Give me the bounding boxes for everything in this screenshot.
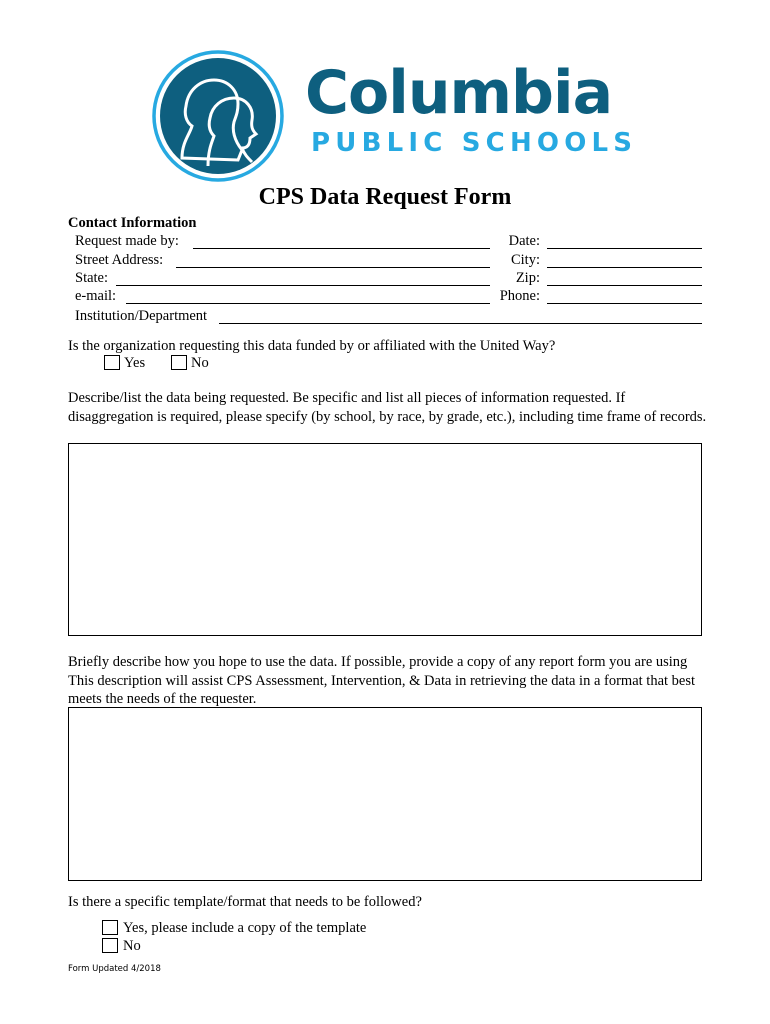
template-no-checkbox[interactable]	[102, 938, 118, 953]
united-way-question: Is the organization requesting this data funded by or affiliated with the United Way?	[68, 338, 556, 354]
state-field[interactable]	[116, 285, 490, 286]
request-made-by-field[interactable]	[193, 248, 490, 249]
form-updated-footer: Form Updated 4/2018	[68, 964, 161, 974]
template-no-label: No	[123, 938, 141, 954]
date-label: Date:	[508, 233, 540, 249]
brand-wordmark	[305, 60, 637, 158]
institution-field[interactable]	[219, 323, 702, 324]
street-address-field[interactable]	[176, 267, 490, 268]
usage-textarea[interactable]	[68, 707, 702, 881]
zip-label: Zip:	[515, 270, 540, 286]
describe-data-textarea[interactable]	[68, 443, 702, 636]
describe-data-instructions: Describe/list the data being requested. Be specific and list all pieces of information requested. If disaggregation is required, please specify (by school, by race, by grade, etc.), including time frame of records.	[68, 390, 707, 425]
united-way-yes-checkbox[interactable]	[104, 355, 120, 370]
date-field[interactable]	[547, 248, 702, 249]
phone-label: Phone:	[499, 288, 540, 304]
form-title: CPS Data Request Form	[258, 184, 512, 210]
phone-field[interactable]	[547, 303, 702, 304]
email-field[interactable]	[126, 303, 490, 304]
zip-field[interactable]	[547, 285, 702, 286]
request-made-by-label: Request made by:	[75, 233, 179, 249]
institution-label: Institution/Department	[75, 308, 208, 324]
template-yes-label: Yes, please include a copy of the template	[123, 920, 367, 936]
city-field[interactable]	[547, 267, 702, 268]
contact-heading: Contact Information	[68, 215, 197, 231]
brand-name: Columbia	[305, 58, 613, 128]
united-way-yes-label: Yes	[124, 355, 146, 371]
email-label: e-mail:	[75, 288, 117, 304]
united-way-no-checkbox[interactable]	[171, 355, 187, 370]
usage-instructions: Briefly describe how you hope to use the data. If possible, provide a copy of any report form you are using This description will assist CPS Assessment, Intervention, & Data in retrieving the data in a format that best meets the needs of the requester.	[68, 654, 696, 707]
template-question: Is there a specific template/format that needs to be followed?	[68, 894, 422, 910]
template-yes-checkbox[interactable]	[102, 920, 118, 935]
street-address-label: Street Address:	[75, 252, 164, 268]
united-way-no-label: No	[191, 355, 209, 371]
city-label: City:	[510, 252, 540, 268]
brand-subtitle: PUBLIC SCHOOLS	[311, 128, 638, 158]
district-logo-icon	[152, 50, 284, 182]
state-label: State:	[75, 270, 109, 286]
